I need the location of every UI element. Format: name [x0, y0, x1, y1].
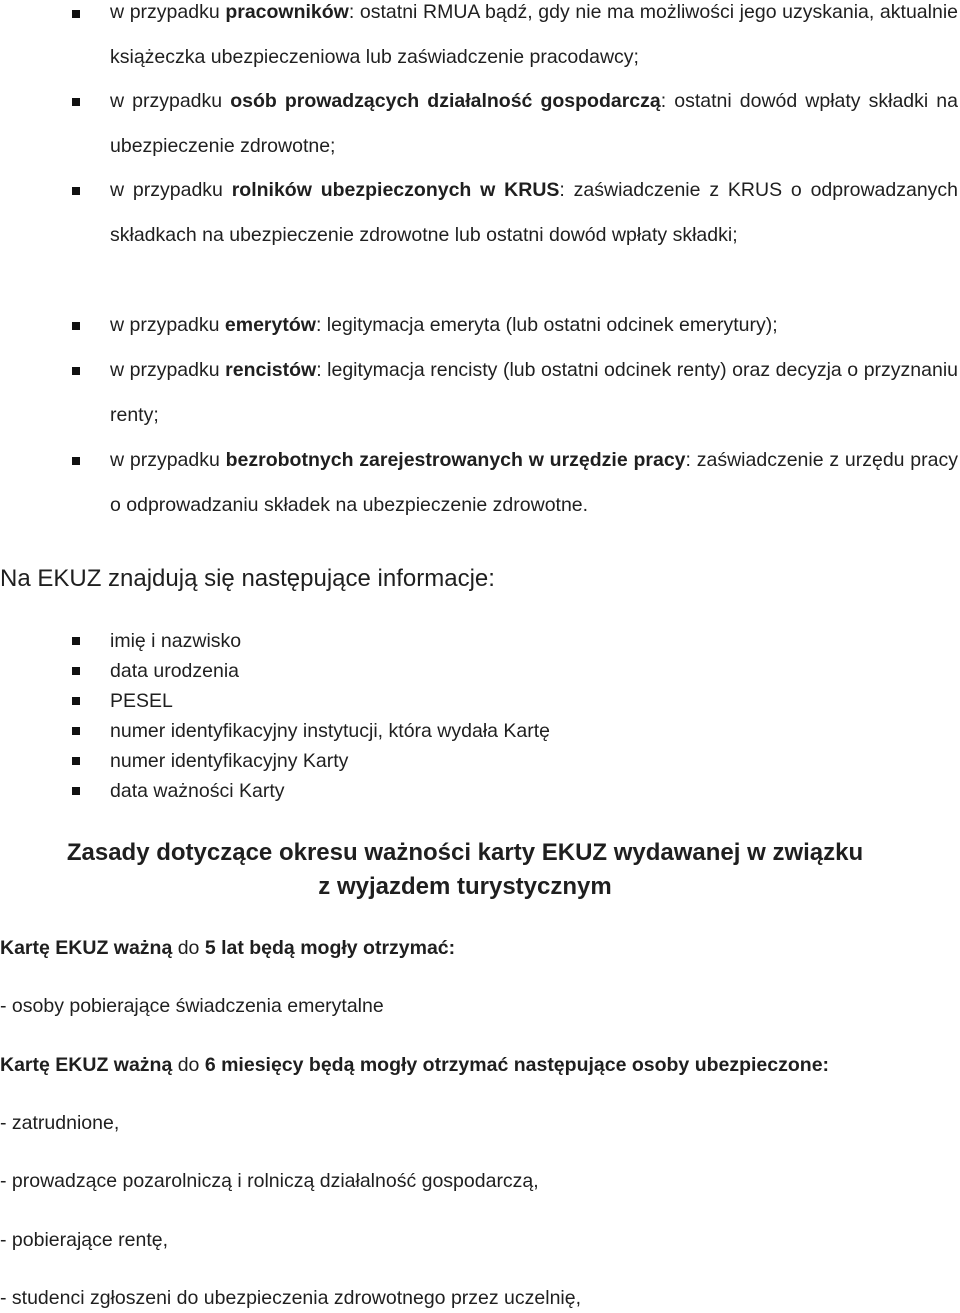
bullet-square-icon — [72, 787, 80, 795]
bullet-square-icon — [72, 697, 80, 705]
bullet-square-icon — [72, 367, 80, 375]
list-item-text: imię i nazwisko — [110, 630, 242, 652]
bullet-square-icon — [72, 727, 80, 735]
bullet-square-icon — [72, 637, 80, 645]
bullet-square-icon — [72, 187, 80, 195]
list-item-text: data ważności Karty — [110, 780, 285, 802]
eligible-item: - studenci zgłoszeni do ubezpieczenia zdrowotnego przez uczelnię, — [0, 1287, 582, 1309]
list-item-text: w przypadku bezrobotnych zarejestrowanych w urzędzie pracy: zaświadczenie z urzędu pracy o odprowadzaniu składek na ubezpieczenie zdrowotne. — [110, 449, 958, 516]
bullet-square-icon — [72, 757, 80, 765]
bullet-square-icon — [72, 667, 80, 675]
list-item-text: w przypadku emerytów: legitymacja emeryta (lub ostatni odcinek emerytury); — [110, 314, 778, 336]
eligible-item: - pobierające rentę, — [0, 1229, 169, 1251]
five-year-eligibility-heading: Kartę EKUZ ważną do 5 lat będą mogły otrzymać: — [0, 937, 456, 959]
bullet-square-icon — [72, 98, 80, 106]
list-item-text: w przypadku osób prowadzących działalność gospodarczą: ostatni dowód wpłaty składki na ubezpieczenie zdrowotne; — [110, 90, 958, 157]
list-item-text: w przypadku rolników ubezpieczonych w KRUS: zaświadczenie z KRUS o odprowadzanych składkach na ubezpieczenie zdrowotne lub ostatni dowód wpłaty składki; — [110, 179, 959, 246]
eligible-item: - osoby pobierające świadczenia emerytalne — [0, 995, 384, 1017]
bullet-square-icon — [72, 10, 80, 18]
rules-heading-line2: z wyjazdem turystycznym — [318, 873, 612, 900]
eligible-item: - zatrudnione, — [0, 1112, 120, 1134]
list-item-text: data urodzenia — [110, 660, 240, 682]
list-item-text: w przypadku rencistów: legitymacja rencisty (lub ostatni odcinek renty) oraz decyzja o przyznaniu renty; — [110, 359, 959, 426]
list-item-text: PESEL — [110, 690, 173, 712]
rules-heading — [0, 836, 930, 904]
section-heading: Na EKUZ znajdują się następujące informacje: — [0, 565, 495, 592]
list-item-text: numer identyfikacyjny instytucji, która wydała Kartę — [110, 720, 551, 742]
list-item-text: w przypadku pracowników: ostatni RMUA bądź, gdy nie ma możliwości jego uzyskania, aktualnie książeczka ubezpieczeniowa lub zaświadczenie pracodawcy; — [110, 1, 958, 68]
list-item-text: numer identyfikacyjny Karty — [110, 750, 349, 772]
bullet-square-icon — [72, 457, 80, 465]
six-month-eligibility-heading: Kartę EKUZ ważną do 6 miesięcy będą mogły otrzymać następujące osoby ubezpieczone: — [0, 1054, 830, 1076]
bullet-square-icon — [72, 322, 80, 330]
rules-heading-line1: Zasady dotyczące okresu ważności karty EKUZ wydawanej w związku — [66, 839, 864, 866]
eligible-item: - prowadzące pozarolniczą i rolniczą działalność gospodarczą, — [0, 1170, 539, 1192]
